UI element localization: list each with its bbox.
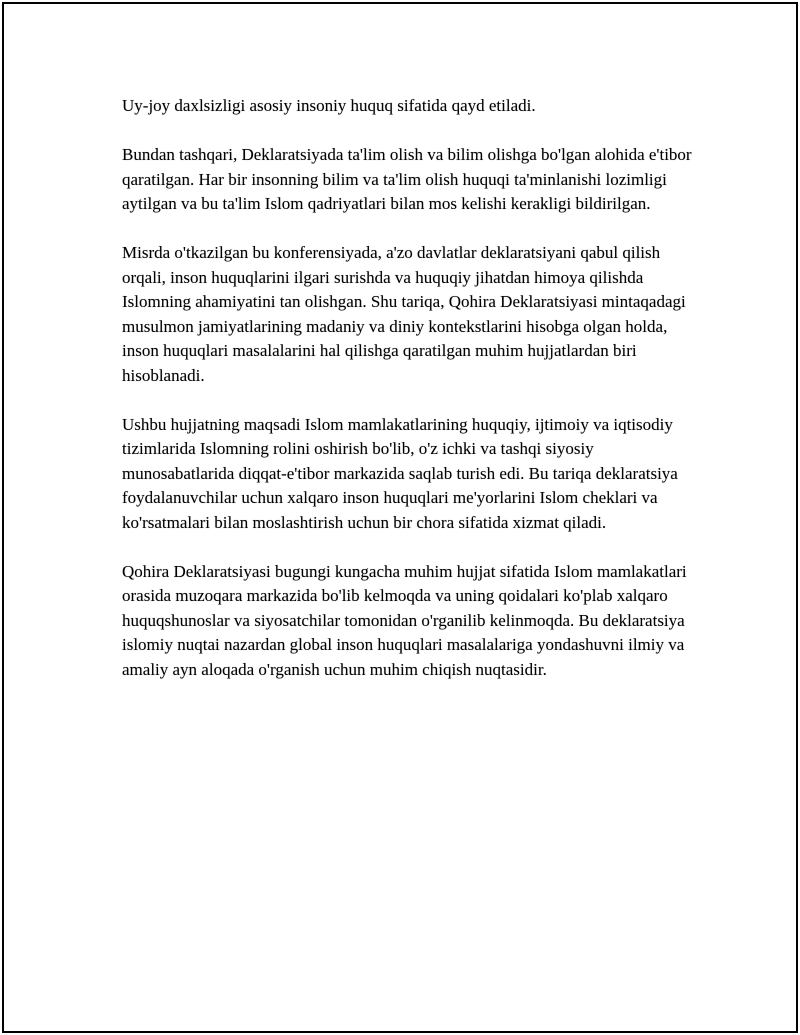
paragraph: Misrda o'tkazilgan bu konferensiyada, a'zo davlatlar deklaratsiyani qabul qilish orqali, inson huquqlarini ilgari surishda va huquqiy jihatdan himoya qilishda Islomning ahamiyatini tan olishgan. Shu tariqa, Qohira Deklaratsiyasi mintaqadagi musulmon jamiyatlarining madaniy va diniy kontekstlarini hisobga olgan holda, inson huquqlari masalalarini hal qilishga qaratilgan muhim hujjatlardan biri hisoblanadi. bbox=[122, 243, 686, 385]
paragraph: Bundan tashqari, Deklaratsiyada ta'lim olish va bilim olishga bo'lgan alohida e'tibor qaratilgan. Har bir insonning bilim va ta'lim olish huquqi ta'minlanishi lozimligi aytilgan va bu ta'lim Islom qadriyatlari bilan mos kelishi kerakligi bildirilgan. bbox=[122, 145, 692, 213]
page-frame bbox=[2, 2, 798, 1033]
paragraph: Uy-joy daxlsizligi asosiy insoniy huquq sifatida qayd etiladi. bbox=[122, 96, 536, 115]
paragraph: Qohira Deklaratsiyasi bugungi kungacha muhim hujjat sifatida Islom mamlakatlari orasida muzoqara markazida bo'lib kelmoqda va uning qoidalari ko'plab xalqaro huquqshunoslar va siyosatchilar tomonidan o'rganilib kelinmoqda. Bu deklaratsiya islomiy nuqtai nazardan global inson huquqlari masalalariga yondashuvni ilmiy va amaliy ayn aloqada o'rganish uchun muhim chiqish nuqtasidir. bbox=[122, 561, 687, 679]
document-body bbox=[122, 94, 697, 707]
paragraph: Ushbu hujjatning maqsadi Islom mamlakatlarining huquqiy, ijtimoiy va iqtisodiy tizimlarida Islomning rolini oshirish bo'lib, o'z ichki va tashqi siyosiy munosabatlarida diqqat-e'tibor markazida saqlab turish edi. Bu tariqa deklaratsiya foydalanuvchilar uchun xalqaro inson huquqlari me'yorlarini Islom cheklari va ko'rsatmalari bilan moslashtirish uchun bir chora sifatida xizmat qiladi. bbox=[122, 414, 678, 532]
